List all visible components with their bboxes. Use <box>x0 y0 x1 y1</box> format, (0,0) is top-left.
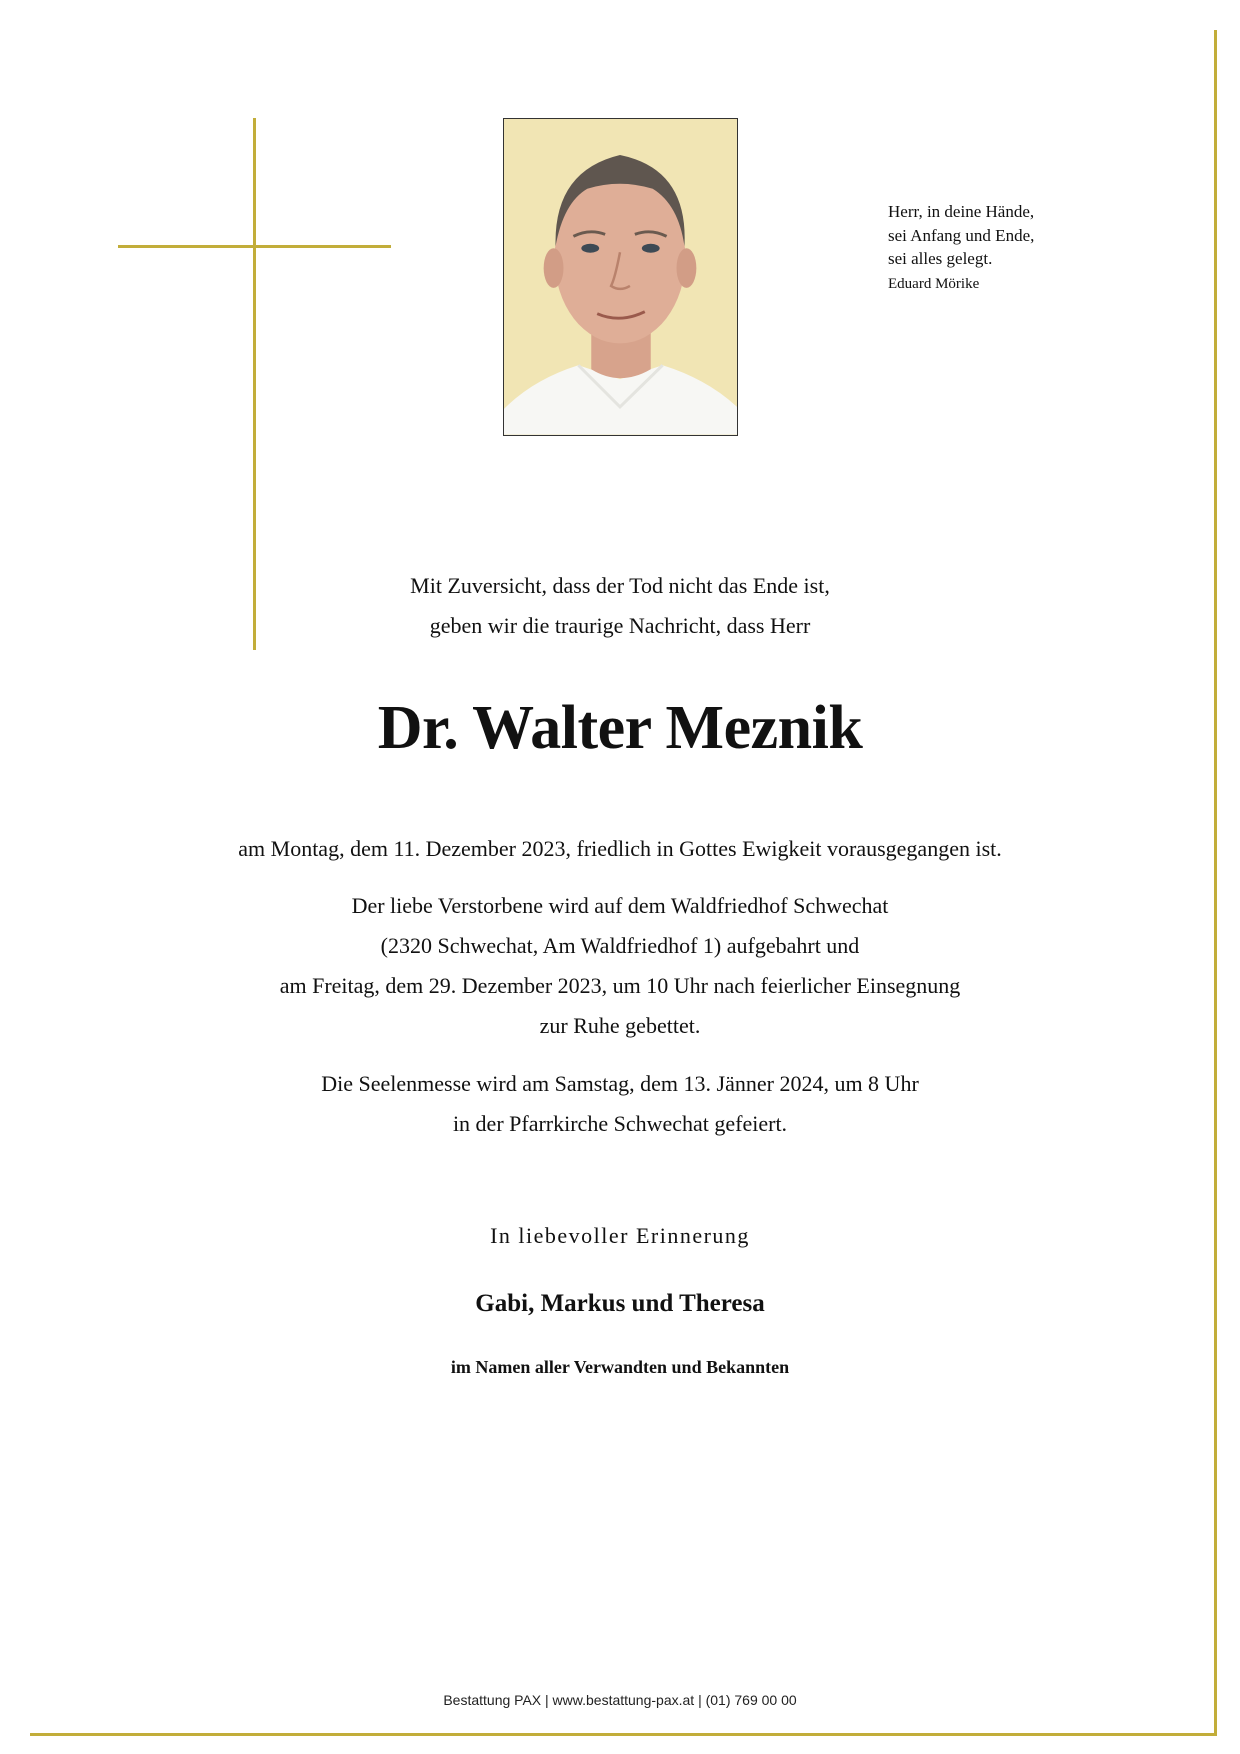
burial-line: (2320 Schwechat, Am Waldfriedhof 1) aufgebahrt und <box>380 933 860 958</box>
death-date-text: am Montag, dem 11. Dezember 2023, friedlich in Gottes Ewigkeit vorausgegangen ist. <box>238 836 1002 861</box>
page-border-bottom <box>30 1733 1217 1736</box>
footer-contact: Bestattung PAX | www.bestattung-pax.at | (01) 769 00 00 <box>443 1692 797 1708</box>
burial-line: Der liebe Verstorbene wird auf dem Waldfriedhof Schwechat <box>351 893 889 918</box>
intro-line: geben wir die traurige Nachricht, dass Herr <box>429 613 811 638</box>
mass-details <box>120 1064 1120 1144</box>
deceased-name: Dr. Walter Meznik <box>377 694 863 762</box>
burial-details <box>120 886 1120 1046</box>
motto-line: sei Anfang und Ende, <box>888 225 1035 245</box>
mass-line: Die Seelenmesse wird am Samstag, dem 13. Jänner 2024, um 8 Uhr <box>321 1071 919 1096</box>
family-names: Gabi, Markus und Theresa <box>475 1290 765 1317</box>
portrait-photo <box>503 118 738 436</box>
intro-line: Mit Zuversicht, dass der Tod nicht das Ende ist, <box>410 573 830 598</box>
motto-quote <box>888 200 1188 296</box>
remembrance-text: In liebevoller Erinnerung <box>490 1223 750 1248</box>
motto-line: Herr, in deine Hände, <box>888 202 1035 221</box>
motto-author: Eduard Mörike <box>888 275 980 292</box>
motto-line: sei alles gelegt. <box>888 249 993 268</box>
relatives-text: im Namen aller Verwandten und Bekannten <box>450 1357 790 1377</box>
intro-text <box>120 566 1120 646</box>
cross-horizontal-bar <box>118 245 391 248</box>
page-border-right <box>1214 30 1217 1736</box>
burial-line: am Freitag, dem 29. Dezember 2023, um 10 Uhr nach feierlicher Einsegnung <box>279 973 961 998</box>
mass-line: in der Pfarrkirche Schwechat gefeiert. <box>452 1111 788 1136</box>
burial-line: zur Ruhe gebettet. <box>539 1013 701 1038</box>
